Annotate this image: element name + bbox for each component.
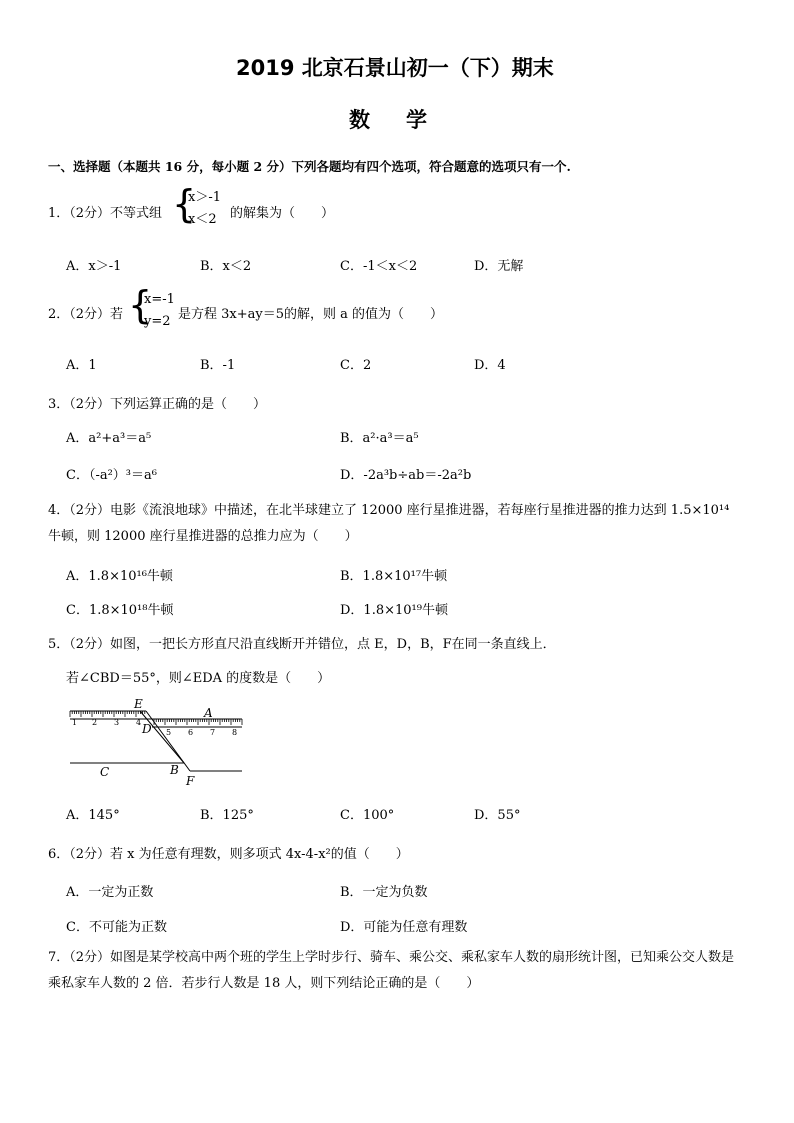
q2-suffix: 是方程 3x+ay＝5的解，则 a 的值为（ ） [178,307,444,322]
right-ruler [146,719,242,727]
q6-stem: 6．（2分）若 x 为任意有理数，则多项式 4x-4-x²的值（ ） [48,847,409,862]
ruler-tick-label: 1 [72,718,78,727]
q1-suffix: 的解集为（ ） [230,206,335,221]
q1-brace: { [172,182,197,226]
ruler-tick-label: 3 [114,718,120,727]
q2-system [144,289,175,333]
q4-option-c[interactable]: C．1.8×10¹⁸牛顿 [66,603,174,618]
q3-option-d[interactable]: D．-2a³b÷ab＝-2a²b [340,468,472,483]
q6-option-a[interactable]: A．一定为正数 [66,885,154,900]
label-b: B [170,763,179,777]
label-d: D [142,722,152,736]
ruler-tick-label: 2 [92,718,98,727]
label-e: E [134,697,143,711]
label-a: A [204,706,213,720]
q6-option-b[interactable]: B．一定为负数 [340,885,428,900]
q5-option-c[interactable]: C．100° [340,808,395,823]
q5-stem-line2: 若∠CBD＝55°，则∠EDA 的度数是（ ） [66,671,331,686]
label-c: C [100,765,110,779]
q3-option-c[interactable]: C．（-a²）³＝a⁶ [66,468,157,483]
left-ruler [70,711,146,719]
ruler-tick-label: 8 [232,728,238,737]
q3-stem: 3．（2分）下列运算正确的是（ ） [48,397,267,412]
ruler-tick-label: 5 [166,728,172,737]
q4-stem: 4．（2分）电影《流浪地球》中描述，在北半球建立了 12000 座行星推进器，若每座行星推进器的推力达到 1.5×10¹⁴牛顿，则 12000 座行星推进器的总推力应为（ ） [48,503,730,544]
q5-stem: 5．（2分）如图，一把长方形直尺沿直线断开并错位，点 E，D，B，F在同一条直线上． [48,637,556,652]
q2-sys-line1: x=-1 [144,292,175,307]
q2-option-d[interactable]: D．4 [474,358,506,373]
q4-option-b[interactable]: B．1.8×10¹⁷牛顿 [340,569,448,584]
ruler-tick-label: 4 [136,718,142,727]
q5-option-d[interactable]: D．55° [474,808,521,823]
q2-option-c[interactable]: C．2 [340,358,372,373]
q1-system [188,187,221,231]
q3-option-b[interactable]: B．a²·a³＝a⁵ [340,431,419,446]
q1-sys-line2: x＜2 [188,212,217,227]
q1-sys-line1: x＞-1 [188,190,221,205]
q2-option-b[interactable]: B．-1 [200,358,236,373]
q4-option-a[interactable]: A．1.8×10¹⁶牛顿 [66,569,173,584]
q2-sys-line2: y=2 [144,314,171,329]
line-edbf-2 [146,711,190,771]
ruler-tick-label: 6 [188,728,194,737]
q4-option-d[interactable]: D．1.8×10¹⁹牛顿 [340,603,448,618]
q5-option-b[interactable]: B．125° [200,808,254,823]
q2-option-a[interactable]: A．1 [66,358,97,373]
section-heading: 一、选择题（本题共 16 分，每小题 2 分）下列各题均有四个选项，符合题意的选项只有一个. [48,159,571,174]
page-title: 2019 北京石景山初一（下）期末 [236,56,554,80]
q1-option-c[interactable]: C．-1＜x＜2 [340,259,418,274]
q3-option-a[interactable]: A．a²+a³＝a⁵ [66,431,152,446]
q1-prefix: 1．（2分）不等式组 [48,206,163,221]
label-f: F [186,774,195,788]
q1-option-d[interactable]: D．无解 [474,259,524,274]
q5-ruler-figure [66,697,248,789]
q1-option-b[interactable]: B．x＜2 [200,259,252,274]
q1-option-a[interactable]: A．x＞-1 [66,259,122,274]
q2-brace: { [128,283,153,327]
q5-option-a[interactable]: A．145° [66,808,120,823]
ruler-tick-label: 7 [210,728,216,737]
q7-stem: 7．（2分）如图是某学校高中两个班的学生上学时步行、骑车、乘公交、乘私家车人数的扇形统计图，已知乘公交人数是乘私家车人数的 2 倍．若步行人数是 18 人，则下列结论正确的是（ ） [48,950,735,991]
q2-prefix: 2．（2分）若 [48,307,124,322]
subject-title: 数学 [349,108,463,132]
q6-option-d[interactable]: D．可能为任意有理数 [340,920,468,935]
q6-option-c[interactable]: C．不可能为正数 [66,920,167,935]
